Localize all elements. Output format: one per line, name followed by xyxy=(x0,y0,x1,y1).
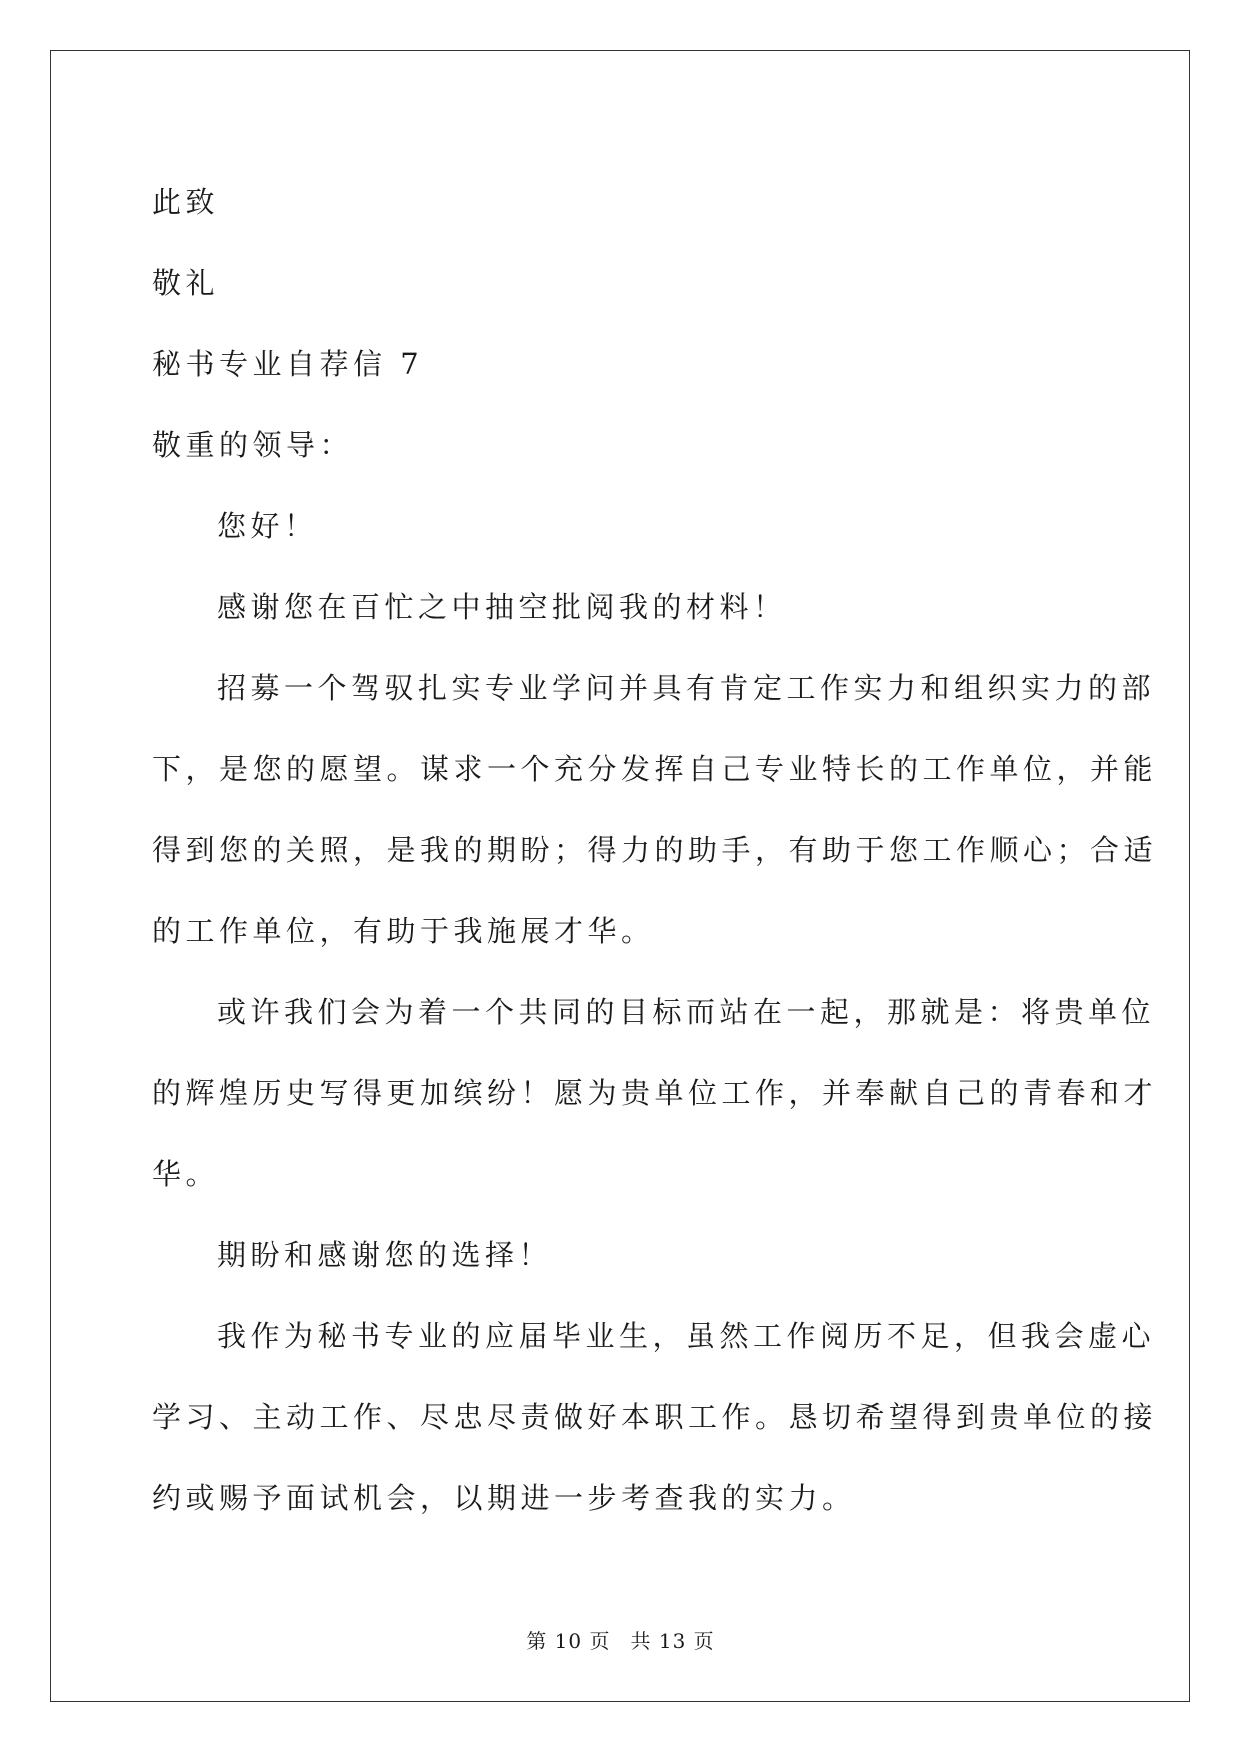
page-footer xyxy=(0,1625,1241,1654)
closing-line-2: 敬礼 xyxy=(152,266,220,300)
paragraph-1 xyxy=(152,648,1158,972)
paragraph-line: 我作为秘书专业的应届毕业生，虽然工作阅历不足，但我会虚心 xyxy=(217,1319,1156,1353)
paragraph-line: 约或赐予面试机会，以期进一步考查我的实力。 xyxy=(152,1481,856,1515)
paragraph-line: 华。 xyxy=(152,1157,220,1191)
letter-body xyxy=(152,162,1158,1539)
paragraph-line: 招募一个驾驭扎实专业学问并具有肯定工作实力和组织实力的部 xyxy=(217,671,1156,705)
page-number-current: 第 10 页 xyxy=(526,1629,611,1653)
paragraph-line: 的工作单位，有助于我施展才华。 xyxy=(152,914,655,948)
paragraph-line: 学习、主动工作、尽忠尽责做好本职工作。恳切希望得到贵单位的接 xyxy=(152,1400,1158,1434)
paragraph-2 xyxy=(152,972,1158,1215)
salutation: 敬重的领导： xyxy=(152,428,354,462)
thanks-paragraph: 感谢您在百忙之中抽空批阅我的材料！ xyxy=(217,590,787,624)
paragraph-line: 得到您的关照，是我的期盼；得力的助手，有助于您工作顺心；合适 xyxy=(152,833,1158,867)
paragraph-line: 下，是您的愿望。谋求一个充分发挥自己专业特长的工作单位，并能 xyxy=(152,752,1158,786)
page-number-total: 共 13 页 xyxy=(630,1629,715,1653)
paragraph-line: 的辉煌历史写得更加缤纷！愿为贵单位工作，并奉献自己的青春和才 xyxy=(152,1076,1158,1110)
letter-title: 秘书专业自荐信 7 xyxy=(152,347,424,381)
paragraph-4 xyxy=(152,1296,1158,1539)
greeting: 您好！ xyxy=(217,509,318,543)
closing-line-1: 此致 xyxy=(152,185,220,219)
paragraph-line: 或许我们会为着一个共同的目标而站在一起，那就是：将贵单位 xyxy=(217,995,1156,1029)
paragraph-3: 期盼和感谢您的选择！ xyxy=(217,1238,553,1272)
